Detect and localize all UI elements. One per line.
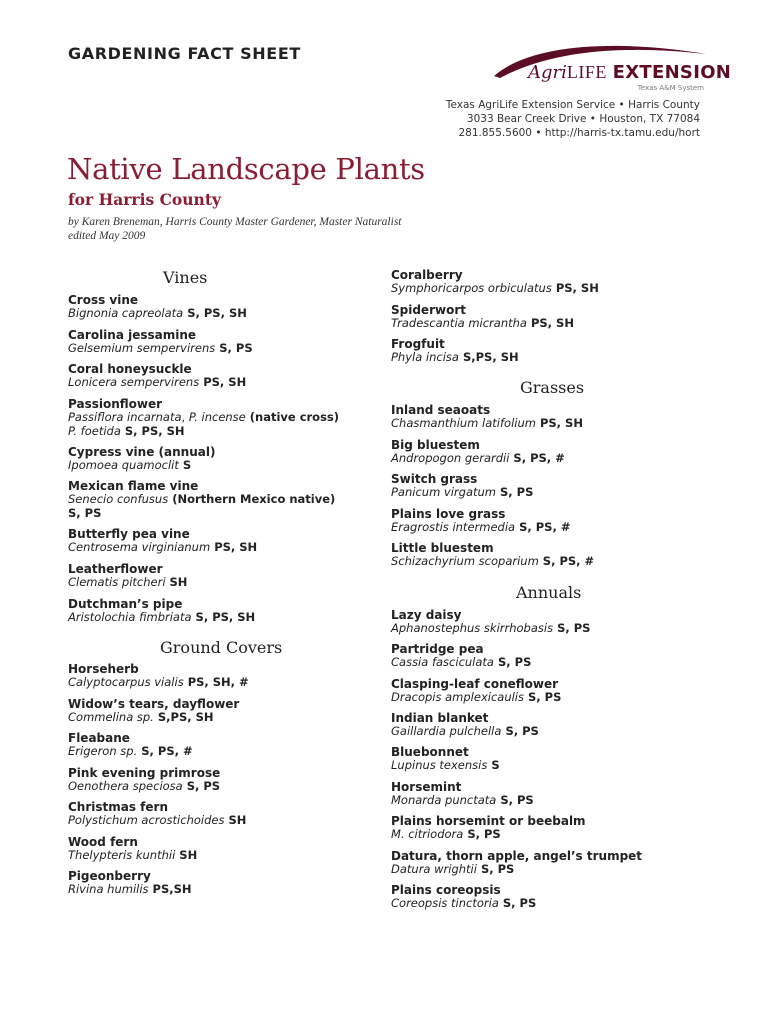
scientific-name: Oenothera speciosa: [68, 779, 183, 793]
plant-entry: [391, 608, 590, 636]
plant-entry: [68, 766, 220, 794]
section-heading-grasses: Grasses: [520, 378, 585, 397]
scientific-name: Centrosema virginianum: [68, 540, 211, 554]
common-name: Widow’s tears, dayflower: [68, 697, 240, 711]
plant-entry: [68, 869, 192, 897]
common-name: Cross vine: [68, 293, 139, 307]
light-code: S, PS: [496, 793, 534, 807]
light-code: PS, SH: [551, 281, 599, 295]
common-name: Little bluestem: [391, 541, 494, 555]
common-name: Plains love grass: [391, 507, 506, 521]
common-name: Coral honeysuckle: [68, 362, 192, 376]
scientific-name: Dracopis amplexicaulis: [391, 690, 524, 704]
address-line: 3033 Bear Creek Drive • Houston, TX 77084: [466, 113, 700, 125]
scientific-name: Lonicera sempervirens: [68, 375, 200, 389]
section-heading-ground-covers: Ground Covers: [160, 638, 283, 657]
light-code: S, PS, SH: [120, 423, 185, 438]
light-code: S, PS, #: [137, 744, 193, 758]
common-name: Mexican flame vine: [68, 479, 199, 493]
separator: ,: [181, 410, 189, 424]
light-code: S, PS, SH: [183, 306, 247, 320]
common-name: Dutchman’s pipe: [68, 597, 183, 611]
plant-entry: [391, 438, 565, 466]
plant-entry: [68, 445, 215, 473]
fact-sheet-label: GARDENING FACT SHEET: [68, 44, 301, 63]
plant-entry: [391, 403, 583, 431]
light-code: S,PS, SH: [153, 710, 214, 724]
plant-entry: [391, 337, 519, 365]
light-code: S: [487, 758, 500, 772]
light-code: S, PS: [493, 655, 532, 669]
scientific-name: Calyptocarpus vialis: [68, 675, 184, 689]
plant-entry: [68, 527, 257, 555]
plant-entry: [391, 780, 534, 808]
byline: [68, 215, 401, 243]
scientific-name: Symphoricarpos orbiculatus: [391, 281, 552, 295]
light-code: PS, SH: [199, 375, 247, 389]
plant-entry: [68, 731, 193, 759]
light-code: PS, SH, #: [183, 675, 249, 689]
plant-entry: [391, 507, 570, 535]
scientific-name: Lupinus texensis: [391, 758, 488, 772]
light-code: S, PS: [463, 827, 501, 841]
light-code: S: [178, 458, 192, 472]
plant-note: (Northern Mexico native): [168, 492, 336, 506]
logo-agri-text: Agri: [528, 62, 567, 83]
common-name: Wood fern: [68, 835, 138, 849]
plant-entry: [391, 814, 586, 842]
scientific-name: Rivina humilis: [68, 882, 149, 896]
plant-entry: [391, 677, 561, 705]
scientific-name: Eragrostis intermedia: [391, 520, 516, 534]
light-code: S, PS: [498, 896, 537, 910]
light-code: SH: [224, 813, 247, 827]
scientific-name: Chasmanthium latifolium: [391, 416, 536, 430]
address-line: Texas AgriLife Extension Service • Harris County: [445, 99, 700, 111]
logo-system-text: Texas A&M System: [637, 84, 704, 92]
light-code: S, PS: [496, 485, 534, 499]
plant-entry: [68, 662, 249, 690]
scientific-name: Aphanostephus skirrhobasis: [391, 621, 554, 635]
scientific-name: Passiflora incarnata: [68, 410, 182, 424]
plant-entry: [68, 800, 246, 828]
common-name: Plains coreopsis: [391, 883, 501, 897]
common-name: Bluebonnet: [391, 745, 469, 759]
light-code: S, PS: [524, 690, 562, 704]
plant-entry: [68, 397, 339, 438]
common-name: Lazy daisy: [391, 608, 462, 622]
plant-entry: [68, 362, 246, 390]
edit-date-line: edited May 2009: [68, 230, 146, 242]
address-line: 281.855.5600 • http://harris-tx.tamu.edu/hort: [458, 127, 700, 139]
common-name: Fleabane: [68, 731, 130, 745]
scientific-name: Polystichum acrostichoides: [68, 813, 225, 827]
light-code: S, PS, SH: [191, 610, 256, 624]
light-code: S, PS, #: [538, 554, 595, 568]
page-title: Native Landscape Plants: [67, 152, 425, 186]
scientific-name: M. citriodora: [391, 827, 464, 841]
section-heading-annuals: Annuals: [516, 583, 582, 602]
scientific-name: Clematis pitcheri: [68, 575, 166, 589]
light-code: PS, SH: [210, 540, 258, 554]
common-name: Big bluestem: [391, 438, 480, 452]
light-code: S, PS: [215, 341, 253, 355]
scientific-name: P. incense: [188, 410, 246, 424]
common-name: Frogfuit: [391, 337, 445, 351]
page-subtitle: for Harris County: [68, 190, 221, 209]
plant-entry: [68, 328, 253, 356]
light-code: PS, SH: [526, 316, 574, 330]
common-name: Butterfly pea vine: [68, 527, 190, 541]
scientific-name: Thelypteris kunthii: [68, 848, 176, 862]
scientific-name: Schizachyrium scoparium: [391, 554, 539, 568]
common-name: Carolina jessamine: [68, 328, 197, 342]
common-name: Clasping-leaf coneflower: [391, 677, 559, 691]
scientific-name: Tradescantia micrantha: [391, 316, 527, 330]
common-name: Christmas fern: [68, 800, 169, 814]
common-name: Inland seaoats: [391, 403, 491, 417]
common-name: Datura, thorn apple, angel’s trumpet: [391, 849, 643, 863]
author-line: by Karen Breneman, Harris County Master Gardener, Master Naturalist: [68, 216, 402, 228]
logo-life-text: LIFE: [566, 62, 607, 82]
common-name: Cypress vine (annual): [68, 445, 216, 459]
office-address: [446, 98, 700, 140]
common-name: Coralberry: [391, 268, 463, 282]
scientific-name: Panicum virgatum: [391, 485, 497, 499]
scientific-name: Senecio confusus: [68, 492, 169, 506]
plant-entry: [391, 268, 599, 296]
scientific-name: P. foetida: [68, 423, 121, 438]
scientific-name: Erigeron sp.: [68, 744, 138, 758]
scientific-name: Gaillardia pulchella: [391, 724, 502, 738]
common-name: Pigeonberry: [68, 869, 151, 883]
light-code: SH: [165, 575, 188, 589]
plant-entry: [68, 597, 255, 625]
common-name: Switch grass: [391, 472, 478, 486]
light-code: SH: [175, 848, 198, 862]
scientific-name: Coreopsis tinctoria: [391, 896, 499, 910]
light-code: S, PS, #: [515, 520, 571, 534]
light-code: S,PS, SH: [458, 350, 519, 364]
light-code: S, PS: [182, 779, 221, 793]
common-name: Leatherflower: [68, 562, 163, 576]
plant-entry: [391, 541, 594, 569]
common-name: Plains horsemint or beebalm: [391, 814, 586, 828]
logo-wordmark: [528, 62, 731, 83]
scientific-name: Bignonia capreolata: [68, 306, 184, 320]
common-name: Horsemint: [391, 780, 462, 794]
plant-entry: [391, 472, 533, 500]
plant-entry: [391, 883, 536, 911]
scientific-name: Andropogon gerardii: [391, 451, 510, 465]
plant-entry: [68, 562, 187, 590]
plant-entry: [391, 642, 531, 670]
scientific-name: Commelina sp.: [68, 710, 154, 724]
scientific-name: Ipomoea quamoclit: [68, 458, 179, 472]
common-name: Horseherb: [68, 662, 139, 676]
scientific-name: Aristolochia fimbriata: [68, 610, 192, 624]
logo-extension-text: EXTENSION: [612, 62, 732, 83]
plant-entry: [68, 697, 239, 725]
plant-entry: [391, 849, 642, 877]
scientific-name: Datura wrightii: [391, 862, 477, 876]
light-code: PS, SH: [535, 416, 583, 430]
plant-entry: [68, 293, 247, 321]
plant-entry: [391, 711, 539, 739]
light-code: S, PS: [68, 505, 102, 520]
section-heading-vines: Vines: [163, 268, 208, 287]
scientific-name: Gelsemium sempervirens: [68, 341, 216, 355]
common-name: Spiderwort: [391, 303, 466, 317]
scientific-name: Monarda punctata: [391, 793, 497, 807]
light-code: S, PS: [553, 621, 591, 635]
common-name: Pink evening primrose: [68, 766, 221, 780]
agrilife-extension-logo: [488, 40, 732, 98]
light-code: PS,SH: [148, 882, 192, 896]
scientific-name: Cassia fasciculata: [391, 655, 494, 669]
light-code: S, PS: [476, 862, 515, 876]
common-name: Indian blanket: [391, 711, 489, 725]
plant-entry: [68, 835, 197, 863]
common-name: Partridge pea: [391, 642, 484, 656]
plant-note: (native cross): [245, 410, 340, 424]
plant-entry: [391, 303, 574, 331]
plant-entry: [68, 479, 335, 520]
scientific-name: Phyla incisa: [391, 350, 459, 364]
light-code: S, PS, #: [509, 451, 565, 465]
common-name: Passionflower: [68, 397, 163, 411]
plant-entry: [391, 745, 500, 773]
light-code: S, PS: [501, 724, 539, 738]
